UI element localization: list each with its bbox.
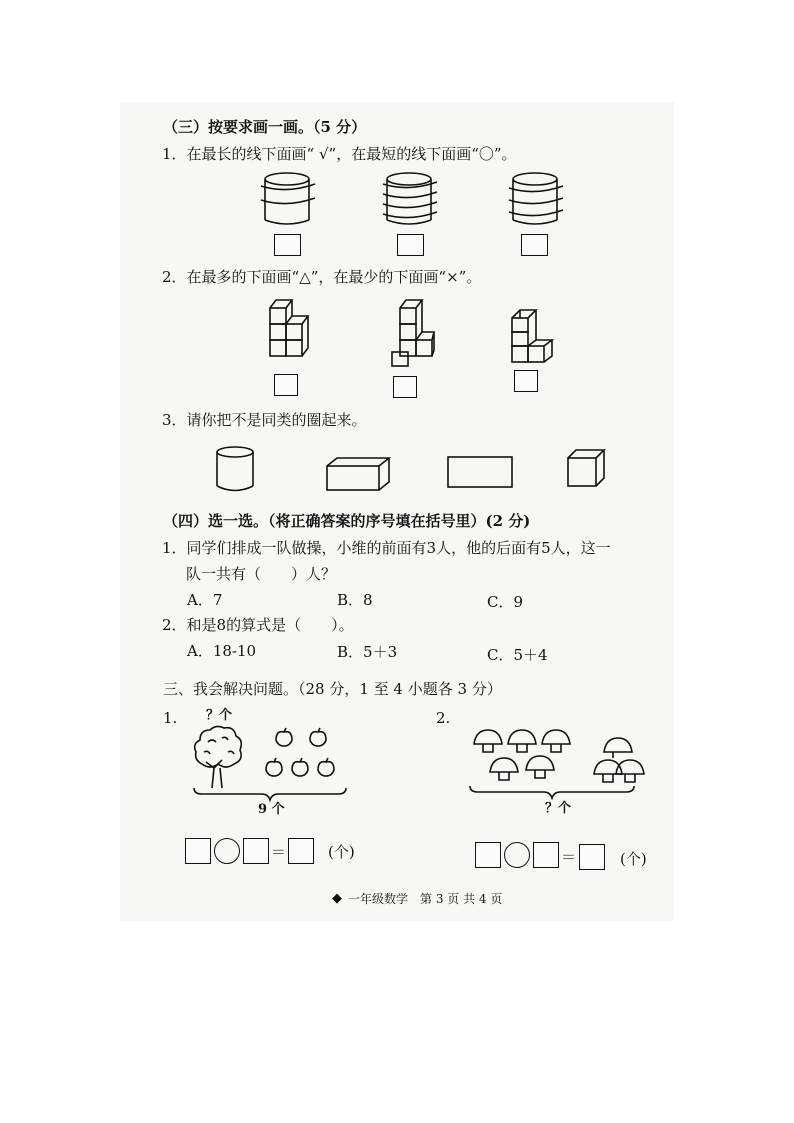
equation-1-operator-circle[interactable] [214, 838, 240, 864]
problem-1-number: 1. [163, 709, 178, 727]
cylinder-with-string-2 [377, 170, 447, 232]
cylinder-with-string-3 [503, 170, 573, 232]
question-4-1-line2: 队一共有（ ）人？ [186, 565, 337, 583]
brace-bracket [192, 786, 348, 802]
answer-box-3-1-a[interactable] [274, 234, 301, 256]
problem-1-total-label: 9 个 [258, 802, 285, 817]
question-3-2: 2．在最多的下面画“△”，在最少的下面画“×”。 [162, 268, 482, 286]
equation-2-operator-circle[interactable] [504, 842, 530, 868]
equation-1-box-b[interactable] [243, 838, 269, 864]
equation-1-unit: (个) [328, 843, 355, 861]
rectangle-shape[interactable] [446, 455, 514, 491]
equation-1-box-a[interactable] [185, 838, 211, 864]
peaches-icon [262, 726, 342, 786]
brace-bracket [468, 784, 638, 800]
part-3-title: 三、我会解决问题。（28 分，1 至 4 小题各 3 分） [163, 680, 502, 698]
answer-box-3-1-b[interactable] [397, 234, 424, 256]
option-4-2-c[interactable]: C．5＋4 [487, 646, 548, 664]
cylinder-shape[interactable] [215, 446, 255, 494]
question-4-2: 2．和是8的算式是（ ）。 [162, 616, 354, 634]
cube-stack-1 [268, 296, 313, 362]
question-3-3: 3．请你把不是同类的圈起来。 [162, 411, 367, 429]
equation-1-answer-box[interactable] [288, 838, 314, 864]
footer-page-info: 一年级数学 第 3 页 共 4 页 [348, 892, 503, 906]
answer-box-3-2-b[interactable] [393, 376, 417, 398]
tree-icon [192, 724, 244, 792]
problem-2-total-label: ？个 [545, 801, 572, 816]
option-4-1-a[interactable]: A．7 [187, 591, 223, 609]
option-4-1-b[interactable]: B．8 [337, 591, 373, 609]
section-4-title: （四）选一选。（将正确答案的序号填在括号里）(2 分) [163, 512, 531, 530]
problem-2-number: 2. [436, 709, 451, 727]
footer-diamond-icon: ◆ [332, 891, 342, 906]
option-4-1-c[interactable]: C．9 [487, 593, 524, 611]
question-3-1: 1．在最长的线下面画“ √”，在最短的线下面画“〇”。 [162, 145, 517, 163]
question-4-1-line1: 1．同学们排成一队做操，小维的前面有3人，他的后面有5人，这一 [162, 539, 611, 557]
option-4-2-a[interactable]: A．18-10 [187, 642, 257, 660]
option-4-2-b[interactable]: B．5＋3 [337, 643, 398, 661]
cylinder-with-string-1 [255, 170, 325, 232]
equation-2-box-b[interactable] [533, 842, 559, 868]
mushrooms-icon [470, 728, 650, 788]
equation-2-box-a[interactable] [475, 842, 501, 868]
problem-1-question-label: ？个 [206, 708, 233, 723]
equation-1-equals: ＝ [271, 843, 287, 861]
answer-box-3-2-a[interactable] [274, 374, 298, 396]
answer-box-3-2-c[interactable] [514, 370, 538, 392]
equation-2-answer-box[interactable] [579, 844, 605, 870]
cube-stack-2 [390, 296, 435, 370]
answer-box-3-1-c[interactable] [521, 234, 548, 256]
cube-stack-3 [510, 306, 560, 366]
equation-2-equals: ＝ [561, 848, 577, 866]
equation-2-unit: (个) [620, 850, 647, 868]
cuboid-shape[interactable] [325, 456, 391, 492]
section-3-title: （三）按要求画一画。（5 分） [163, 118, 367, 136]
cube-shape[interactable] [566, 448, 606, 490]
